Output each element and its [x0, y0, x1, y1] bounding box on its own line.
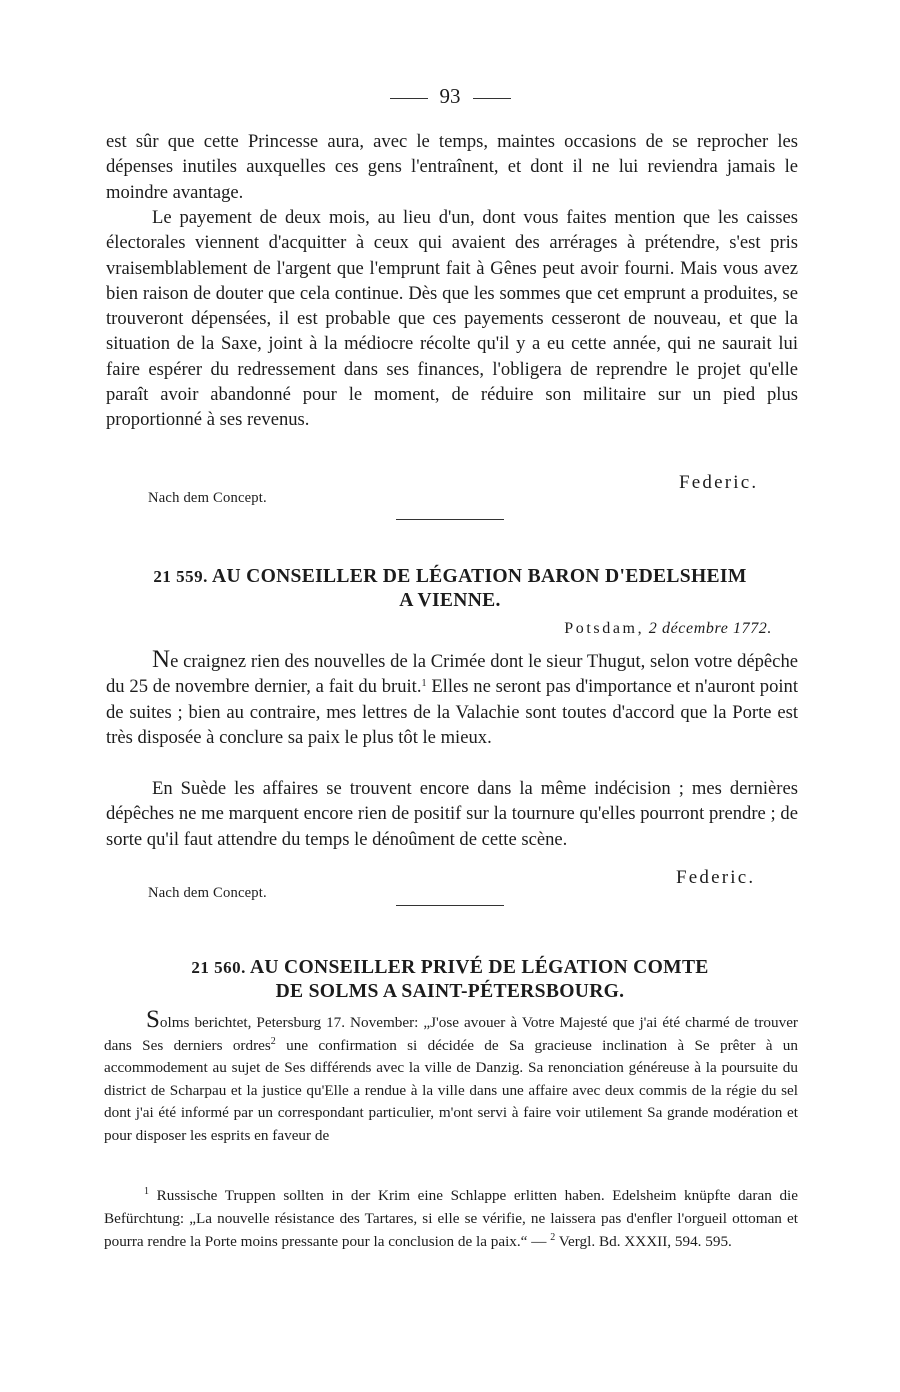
letter-number: 21 559. [153, 567, 208, 586]
date: 2 décembre 1772. [648, 620, 772, 637]
footnote-mark-2: 2 [550, 1231, 556, 1243]
footnote-ref-2: 2 [270, 1035, 276, 1047]
body-rest: une confirmation si décidée de Sa gracieuse inclination à Se prêter à un accommodement au sujet de Ses différends avec la ville de Danzig. Sa renonciation généreuse à la poursuite du district de Scharpau et la justice qu'Elle a rendue à la ville dans une affaire avec deux commis de la régie du sel dont j'ai été informé par un correspondant particulier, m'ont servi à faire voir utilement Sa grande modération et pour disposer les esprits en faveur de [104, 1036, 798, 1144]
heading-line-2: DE SOLMS A SAINT-PÉTERSBOURG. [275, 981, 625, 1002]
letter-21559-heading [100, 565, 800, 613]
letter-number: 21 560. [191, 958, 246, 977]
letter-21559-signature: Federic. [676, 867, 756, 888]
page-header [0, 84, 900, 109]
letter-21558-paragraph-2: Le payement de deux mois, au lieu d'un, dont vous faites mention que les caisses électorales viennent d'acquitter à ceux qui avaient des arrérages à prétendre, s'est pris vraisemblablement de l'argent que l'emprunt fait à Gênes peut avoir fourni. Mais vous avez bien raison de douter que cela continue. Dès que les sommes que cet emprunt a produites, se trouveront dépensées, il est probable que ces payements cesseront de nouveau, et que la situation de la Saxe, joint à la médiocre récolte qu'il y a eu cette année, qui ne saurait lui faire espérer du redressement dans ses finances, l'obligera de reprendre le projet qu'elle paraît avoir abandonné pour le moment, de réduire son militaire sur un pied plus proportionné à ses revenus. [106, 207, 798, 431]
letter-21558-signature: Federic. [679, 472, 759, 493]
letter-21558-source-note: Nach dem Concept. [148, 490, 267, 506]
section-divider-2 [396, 905, 504, 906]
footnote-mark-1: 1 [144, 1186, 149, 1197]
heading-line-2: A VIENNE. [399, 590, 501, 611]
header-dash-left [390, 98, 428, 99]
footnotes [104, 1185, 798, 1253]
letter-21560-heading [100, 956, 800, 1004]
letter-21560-body [104, 1006, 798, 1147]
page-number: 93 [439, 84, 461, 108]
paragraph-1-text: e craignez rien des nouvelles de la Crimée dont le sieur Thugut, selon votre dépêche du 25 de novembre dernier, a fait du bruit. [106, 651, 798, 698]
footnote-2-text: Vergl. Bd. XXXII, 594. 595. [558, 1232, 732, 1250]
letter-21559-paragraph-1 [106, 646, 798, 750]
letter-21559-paragraph-2: En Suède les affaires se trouvent encore dans la même indécision ; mes dernières dépêches ne me marquent encore rien de positif sur la tournure qu'elles pourront prendre ; de sorte qu'il faut attendre du temps le dénoûment de cette scène. [106, 778, 798, 850]
letter-21559-source-note: Nach dem Concept. [148, 885, 267, 901]
letter-21558-paragraph-1: est sûr que cette Princesse aura, avec le temps, maintes occasions de se reprocher les dépenses inutiles auxquelles ces gens l'entraînent, et dont il ne lui reviendra jamais le moindre avantage. [106, 131, 798, 203]
section-divider [396, 519, 504, 520]
heading-line-1: AU CONSEILLER PRIVÉ DE LÉGATION COMTE [249, 957, 709, 978]
paragraph-1-tail: Elles ne seront pas d'importance et n'auront point de suites ; bien au contraire, mes lettres de la Valachie sont toutes d'accord que la Porte est très disposée à conclure sa paix le plus tôt le mieux. [106, 676, 798, 748]
heading-line-1: AU CONSEILLER DE LÉGATION BARON D'EDELSHEIM [212, 566, 747, 587]
dropcap-s: S [146, 1006, 160, 1033]
body-start: olms berichtet, Petersburg 17. November: „J'ose avouer à Votre Majesté que j'ai été charmé de trouver dans Ses derniers ordres [104, 1014, 798, 1054]
dropcap-n: N [152, 646, 171, 673]
date-place: Potsdam, [564, 620, 645, 637]
letter-21559-dateline [564, 620, 772, 638]
header-dash-right [473, 98, 511, 99]
footnote-ref-1: 1 [421, 678, 427, 690]
footnote-1-text: Russische Truppen sollten in der Krim eine Schlappe erlitten haben. Edelsheim knüpfte daran die Befürchtung: „La nouvelle résistance des Tartares, si elle se vérifie, ne laissera pas d'enfler l'orgueil ottoman et pourra rendre la Porte moins pressante pour la conclusion de la paix.“ — [104, 1187, 799, 1250]
